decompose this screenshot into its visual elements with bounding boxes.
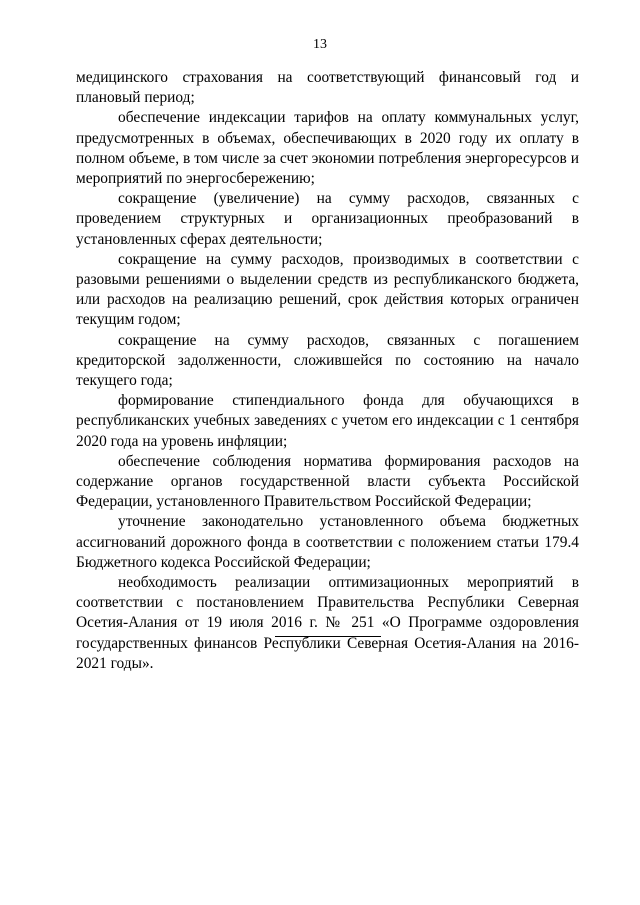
paragraph-1: медицинского страхования на соответствующий финансовый год и плановый период;: [76, 69, 579, 107]
paragraph-8: уточнение законодательно установленного объема бюджетных ассигнований дорожного фонда в соответствии с положением статьи 179.4 Бюджетного кодекса Российской Федерации;: [76, 513, 579, 571]
paragraph-7: обеспечение соблюдения норматива формирования расходов на содержание органов государственной власти субъекта Российской Федерации, установленного Правительством Российской Федерации;: [76, 452, 579, 511]
document-body: [76, 68, 579, 674]
separator-line: [275, 636, 381, 637]
paragraph-9: необходимость реализации оптимизационных мероприятий в соответствии с постановлением Правительства Республики Северная Осетия-Алания от 19 июля 2016 г. № 251 «О Программе оздоровления государственных финансов Республики Северная Осетия-Алания на 2016-2021 годы».: [76, 574, 579, 672]
paragraph-5: сокращение на сумму расходов, связанных с погашением кредиторской задолженности, сложившейся по состоянию на начало текущего года;: [76, 331, 579, 390]
paragraph-2: обеспечение индексации тарифов на оплату коммунальных услуг, предусмотренных в объемах, обеспечивающих в 2020 году их оплату в полном объеме, в том числе за счет экономии потребления энергоресурсов и мероприятий по энергосбережению;: [76, 109, 579, 188]
paragraph-3: сокращение (увеличение) на сумму расходов, связанных с проведением структурных и организационных преобразований в установленных сферах деятельности;: [76, 190, 579, 248]
page-number: 13: [313, 37, 327, 52]
paragraph-4: сокращение на сумму расходов, производимых в соответствии с разовыми решениями о выделении средств из республиканского бюджета, или расходов на реализацию решений, срок действия которых ограничен текущим годом;: [76, 250, 579, 329]
paragraph-6: формирование стипендиального фонда для обучающихся в республиканских учебных заведениях с учетом его индексации с 1 сентября 2020 года на уровень инфляции;: [76, 392, 579, 450]
